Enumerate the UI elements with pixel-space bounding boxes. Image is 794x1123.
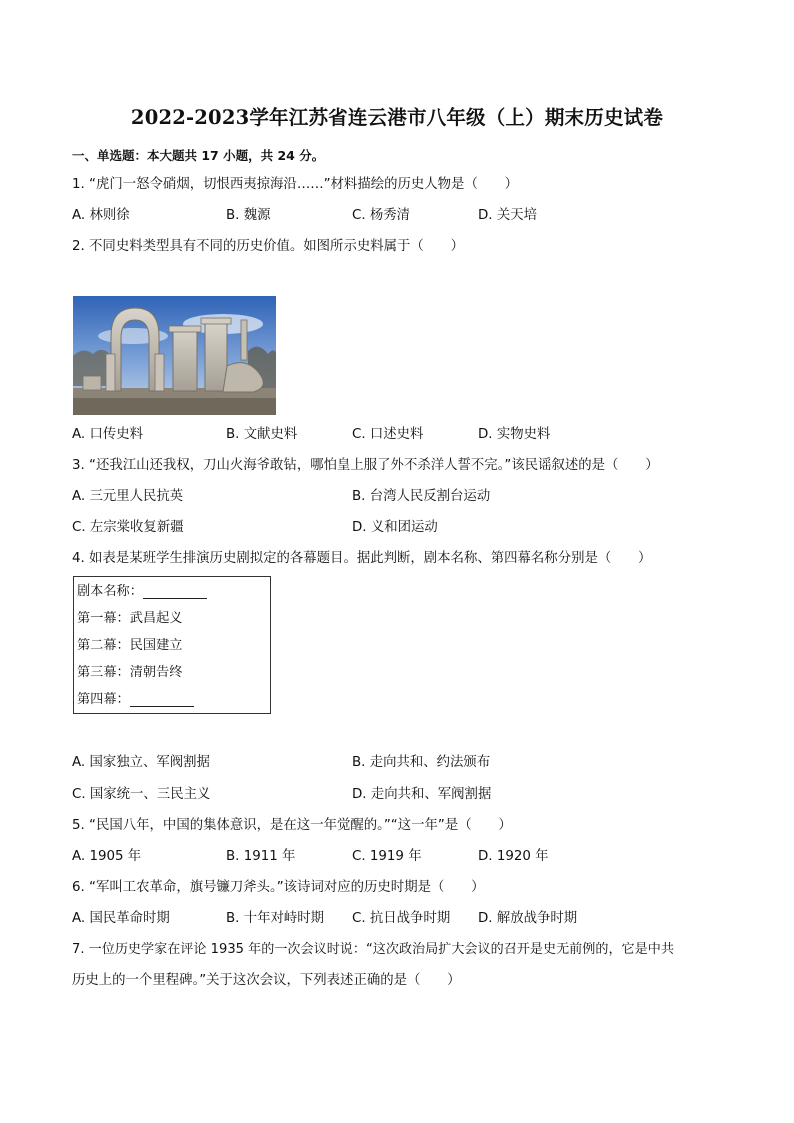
- question-1-stem: 1. “虎门一怒令硝烟，切恨西夷掠海沿……”材料描绘的历史人物是（ ）: [72, 177, 519, 192]
- script-act-4-row: [77, 688, 194, 707]
- question-5-option-b[interactable]: B. 1911 年: [226, 849, 296, 864]
- question-6-option-a[interactable]: A. 国民革命时期: [72, 911, 170, 926]
- question-4-option-c[interactable]: C. 国家统一、三民主义: [72, 787, 211, 802]
- question-5-option-d[interactable]: D. 1920 年: [478, 849, 549, 864]
- question-2-option-b[interactable]: B. 文献史料: [226, 427, 298, 442]
- section-heading: 一、单选题：本大题共 17 小题，共 24 分。: [72, 148, 325, 163]
- question-5-option-c[interactable]: C. 1919 年: [352, 849, 422, 864]
- question-3-stem: 3. “还我江山还我权，刀山火海爷敢钻，哪怕皇上服了外不杀洋人誓不完。”该民谣叙述的是（ ）: [72, 458, 659, 473]
- script-name-blank: [143, 584, 207, 599]
- question-2-option-c[interactable]: C. 口述史料: [352, 427, 424, 442]
- question-6-option-d[interactable]: D. 解放战争时期: [478, 911, 578, 926]
- question-6-option-c[interactable]: C. 抗日战争时期: [352, 911, 451, 926]
- question-1-option-c[interactable]: C. 杨秀清: [352, 208, 411, 223]
- question-4-option-a[interactable]: A. 国家独立、军阀割据: [72, 755, 210, 770]
- question-5-stem: 5. “民国八年，中国的集体意识，是在这一年觉醒的。”“这一年”是（ ）: [72, 818, 512, 833]
- question-3-option-d[interactable]: D. 义和团运动: [352, 520, 438, 535]
- script-table: [73, 576, 271, 714]
- question-3-option-a[interactable]: A. 三元里人民抗英: [72, 489, 184, 504]
- question-2-stem: 2. 不同史料类型具有不同的历史价值。如图所示史料属于（ ）: [72, 239, 464, 254]
- question-6-option-b[interactable]: B. 十年对峙时期: [226, 911, 325, 926]
- question-6-stem: 6. “军叫工农革命，旗号镰刀斧头。”该诗词对应的历史时期是（ ）: [72, 880, 485, 895]
- question-7-stem-line-2: 历史上的一个里程碑。”关于这次会议，下列表述正确的是（ ）: [72, 973, 461, 988]
- script-name-label: 剧本名称：: [77, 584, 143, 599]
- question-1-option-d[interactable]: D. 关天培: [478, 208, 537, 223]
- question-1-option-a[interactable]: A. 林则徐: [72, 208, 130, 223]
- ruins-photo: [73, 296, 276, 415]
- script-act-4-label: 第四幕：: [77, 692, 130, 707]
- script-act-3: 第三幕：清朝告终: [77, 665, 183, 680]
- question-3-option-c[interactable]: C. 左宗棠收复新疆: [72, 520, 184, 535]
- question-1-option-b[interactable]: B. 魏源: [226, 208, 271, 223]
- script-act-1: 第一幕：武昌起义: [77, 611, 183, 626]
- question-2-option-d[interactable]: D. 实物史料: [478, 427, 551, 442]
- question-4-option-d[interactable]: D. 走向共和、军阀割据: [352, 787, 492, 802]
- question-7-stem-line-1: 7. 一位历史学家在评论 1935 年的一次会议时说：“这次政治局扩大会议的召开是史无前例的，它是中共: [72, 942, 674, 957]
- question-4-option-b[interactable]: B. 走向共和、约法颁布: [352, 755, 491, 770]
- question-4-stem: 4. 如表是某班学生排演历史剧拟定的各幕题目。据此判断，剧本名称、第四幕名称分别是（ ）: [72, 551, 652, 566]
- question-3-option-b[interactable]: B. 台湾人民反割台运动: [352, 489, 491, 504]
- script-name-row: [77, 580, 207, 599]
- script-act-4-blank: [130, 692, 194, 707]
- script-act-2: 第二幕：民国建立: [77, 638, 183, 653]
- question-2-option-a[interactable]: A. 口传史料: [72, 427, 143, 442]
- page-title: 2022-2023学年江苏省连云港市八年级（上）期末历史试卷: [130, 106, 664, 129]
- question-5-option-a[interactable]: A. 1905 年: [72, 849, 142, 864]
